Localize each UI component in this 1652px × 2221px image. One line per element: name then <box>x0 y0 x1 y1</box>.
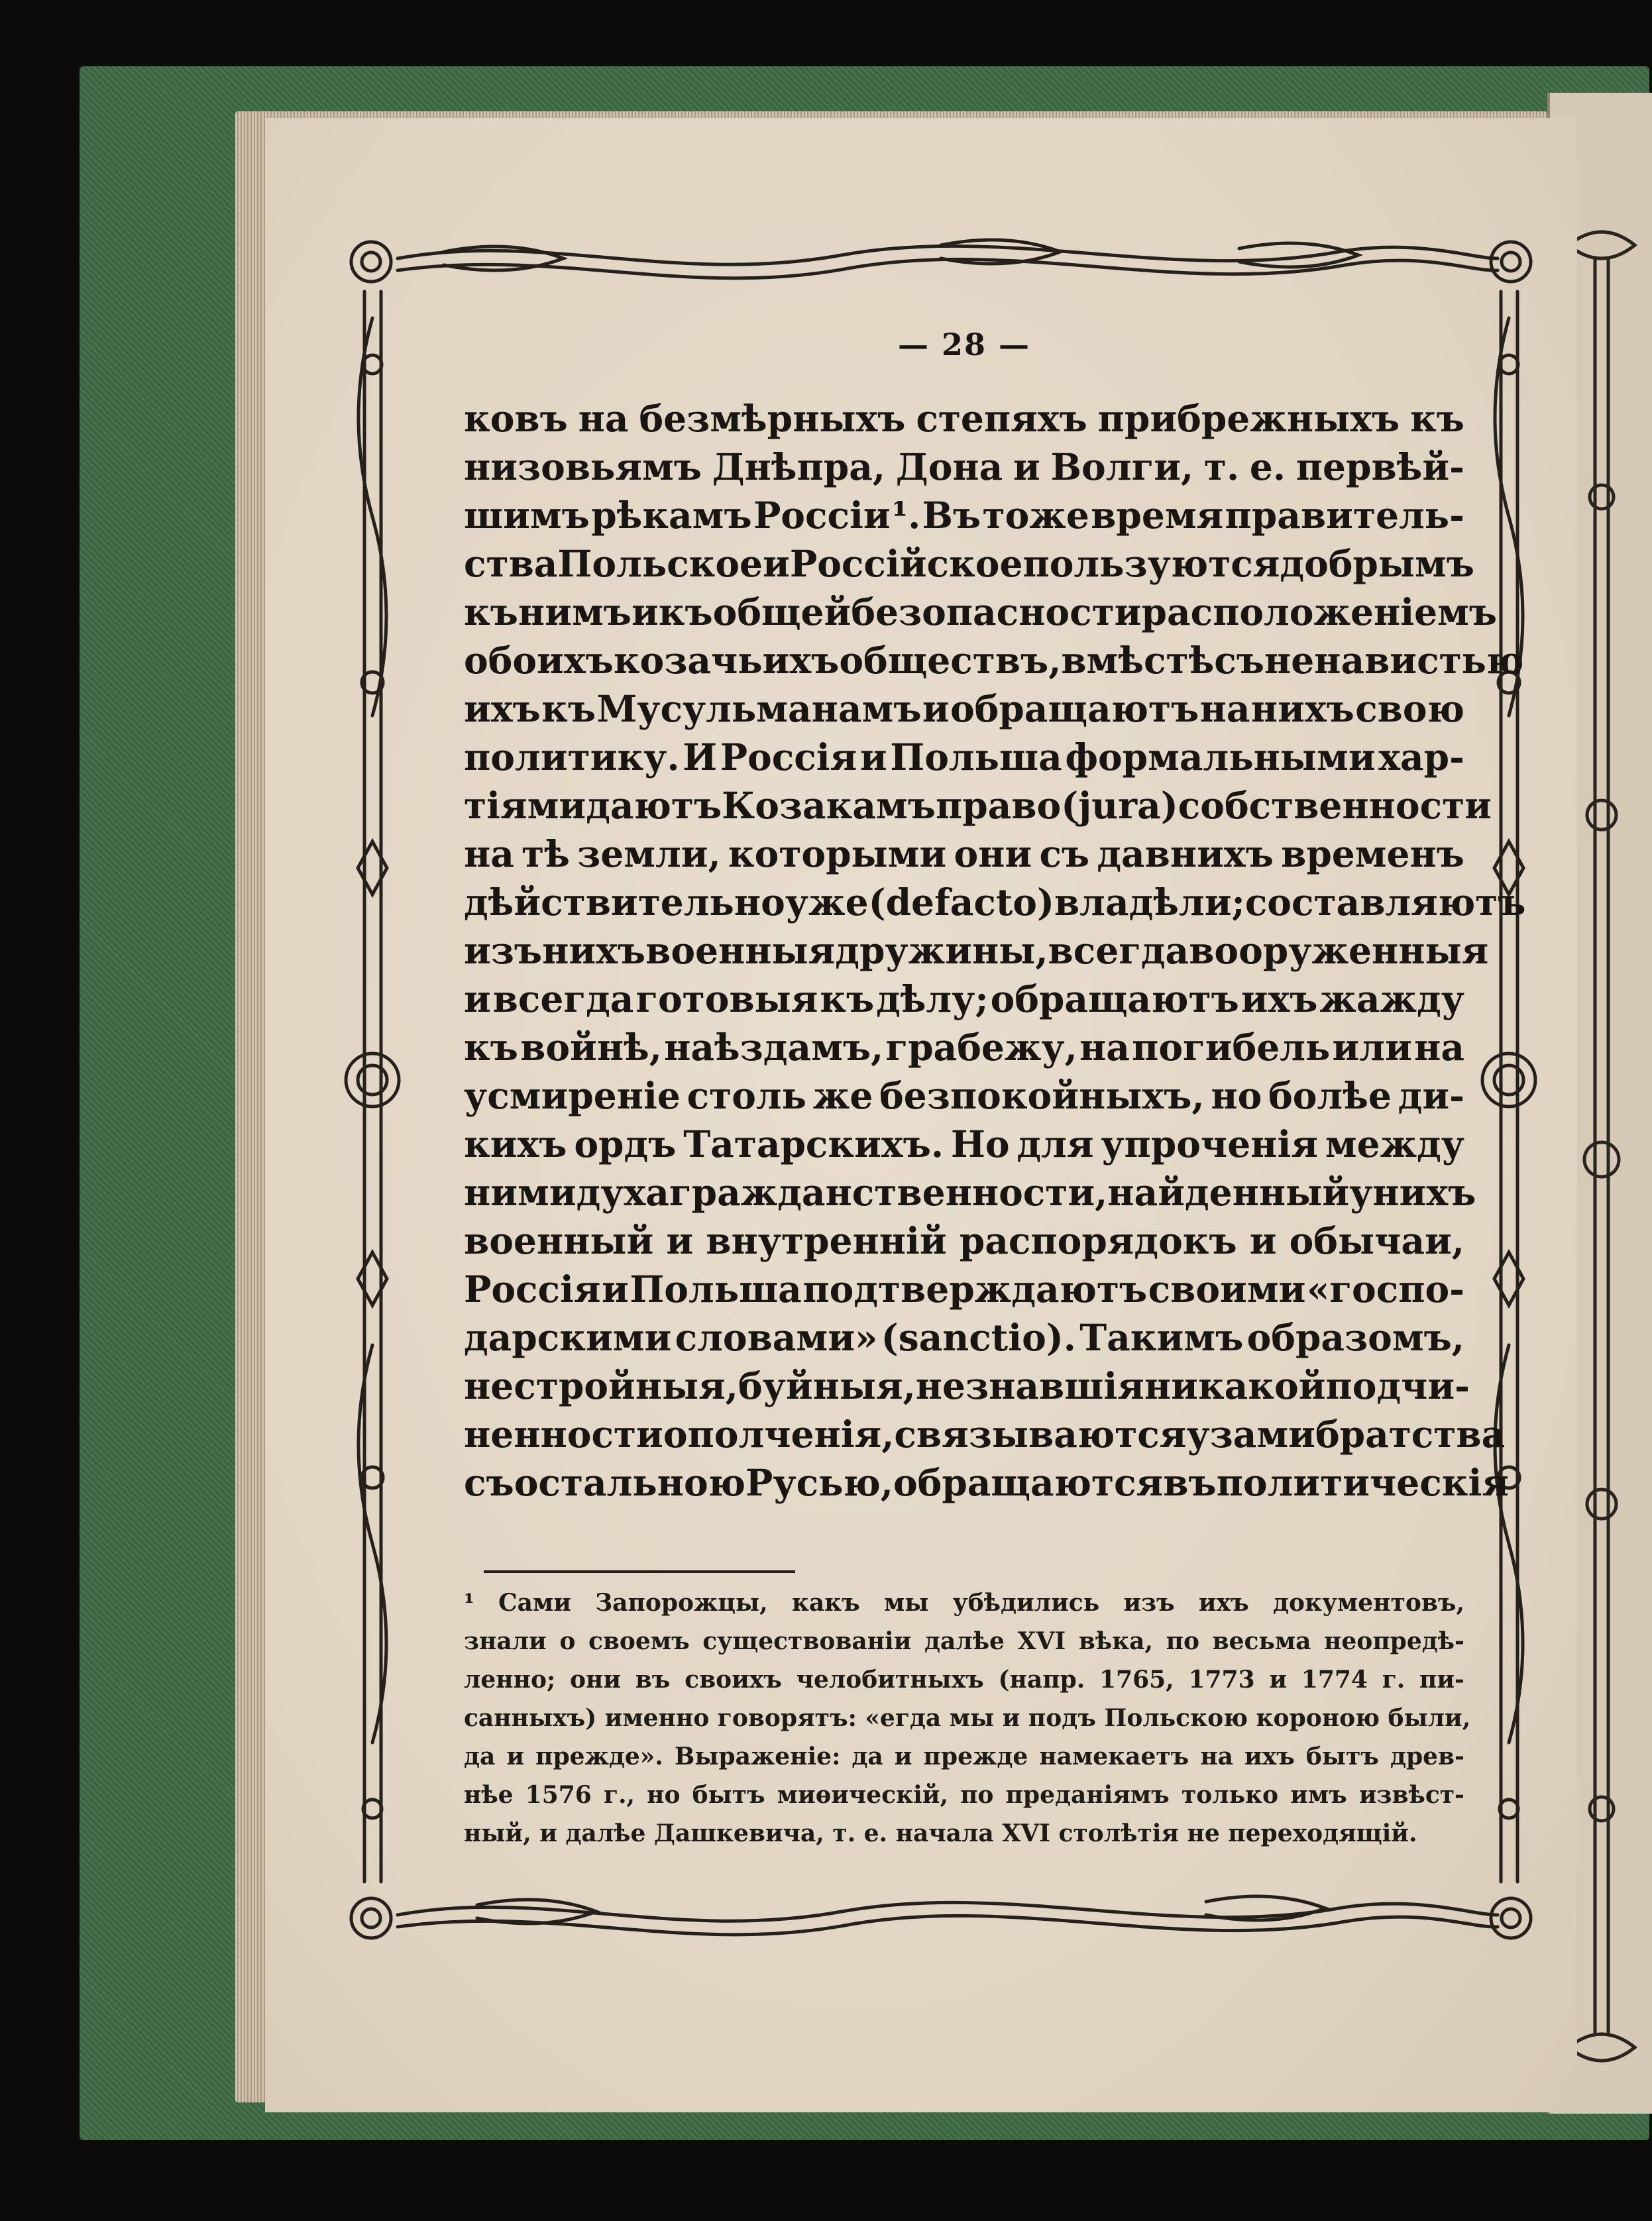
body-line: кихъ ордъ Татарскихъ. Но для упроченія между <box>464 1122 1464 1165</box>
body-line: къ войнѣ, наѣздамъ, грабежу, на погибель или на <box>464 1026 1464 1069</box>
body-line: ихъ къ Мусульманамъ и обращаютъ на нихъ свою <box>464 687 1464 730</box>
body-line: изъ нихъ военныя дружины, всегда вооруженныя <box>464 929 1489 972</box>
footnote-line: ный, и далѣе Дашкевича, т. е. начала XVI столѣтія не переходящій. <box>464 1819 1417 1847</box>
body-line: усмиреніе столь же безпокойныхъ, но болѣе ди- <box>464 1074 1464 1117</box>
body-text <box>464 394 1526 1507</box>
footnote-rule <box>484 1570 795 1573</box>
body-line: дарскими словами» (sanctio). Такимъ образомъ, <box>464 1316 1464 1359</box>
body-line: ненности ополченія, связываются узами братства <box>464 1413 1506 1456</box>
body-line: тіями даютъ Козакамъ право (jura) собственности <box>464 784 1492 827</box>
body-line: дѣйствительно уже (de facto) владѣли; составляютъ <box>464 881 1526 924</box>
body-line: обоихъ козачьихъ обществъ, вмѣстѣ съ ненавистью <box>464 639 1524 682</box>
body-line: къ нимъ и къ общей безопасности расположеніемъ <box>464 590 1498 633</box>
body-line: ними духа гражданственности, найденный у нихъ <box>464 1171 1476 1214</box>
body-line: съ остальною Русью, обращаются въ политическія <box>464 1461 1509 1504</box>
footnote-line: ¹ Сами Запорожцы, какъ мы убѣдились изъ ихъ документовъ, <box>464 1589 1464 1617</box>
footnote <box>464 1584 1471 1853</box>
body-line: нестройныя, буйныя, незнавшія никакой подчи- <box>464 1364 1470 1407</box>
body-line: и всегда готовыя къ дѣлу; обращаютъ ихъ жажду <box>464 977 1464 1020</box>
footnote-line: нѣе 1576 г., но бытъ миѳическій, по преданіямъ только имъ извѣст- <box>464 1781 1464 1809</box>
body-line: ства Польское и Россійское пользуются добрымъ <box>464 542 1474 585</box>
body-line: политику. И Россія и Польша формальными хар- <box>464 735 1464 779</box>
footnote-line: ленно; они въ своихъ челобитныхъ (напр. 1765, 1773 и 1774 г. пи- <box>464 1666 1464 1694</box>
footnote-line: да и прежде». Выраженіе: да и прежде намекаетъ на ихъ бытъ древ- <box>464 1743 1464 1770</box>
body-line: шимъ рѣкамъ Россіи ¹. Въ тоже время правитель- <box>464 494 1464 537</box>
page-content <box>464 321 1526 1534</box>
footnote-line: санныхъ) именно говорятъ: «егда мы и подъ Польскою короною были, <box>464 1704 1471 1732</box>
body-line: на тѣ земли, которыми они съ давнихъ временъ <box>464 832 1464 875</box>
body-line: низовьямъ Днѣпра, Дона и Волги, т. е. первѣй- <box>464 445 1464 488</box>
page-number: — 28 — <box>897 327 1031 362</box>
body-line: Россія и Польша подтверждаютъ своими «госпо- <box>464 1268 1464 1311</box>
body-line: ковъ на безмѣрныхъ степяхъ прибрежныхъ къ <box>464 397 1464 440</box>
body-line: военный и внутренній распорядокъ и обычаи, <box>464 1219 1464 1262</box>
footnote-line: знали о своемъ существованіи далѣе XVI вѣка, по весьма неопредѣ- <box>464 1627 1464 1655</box>
